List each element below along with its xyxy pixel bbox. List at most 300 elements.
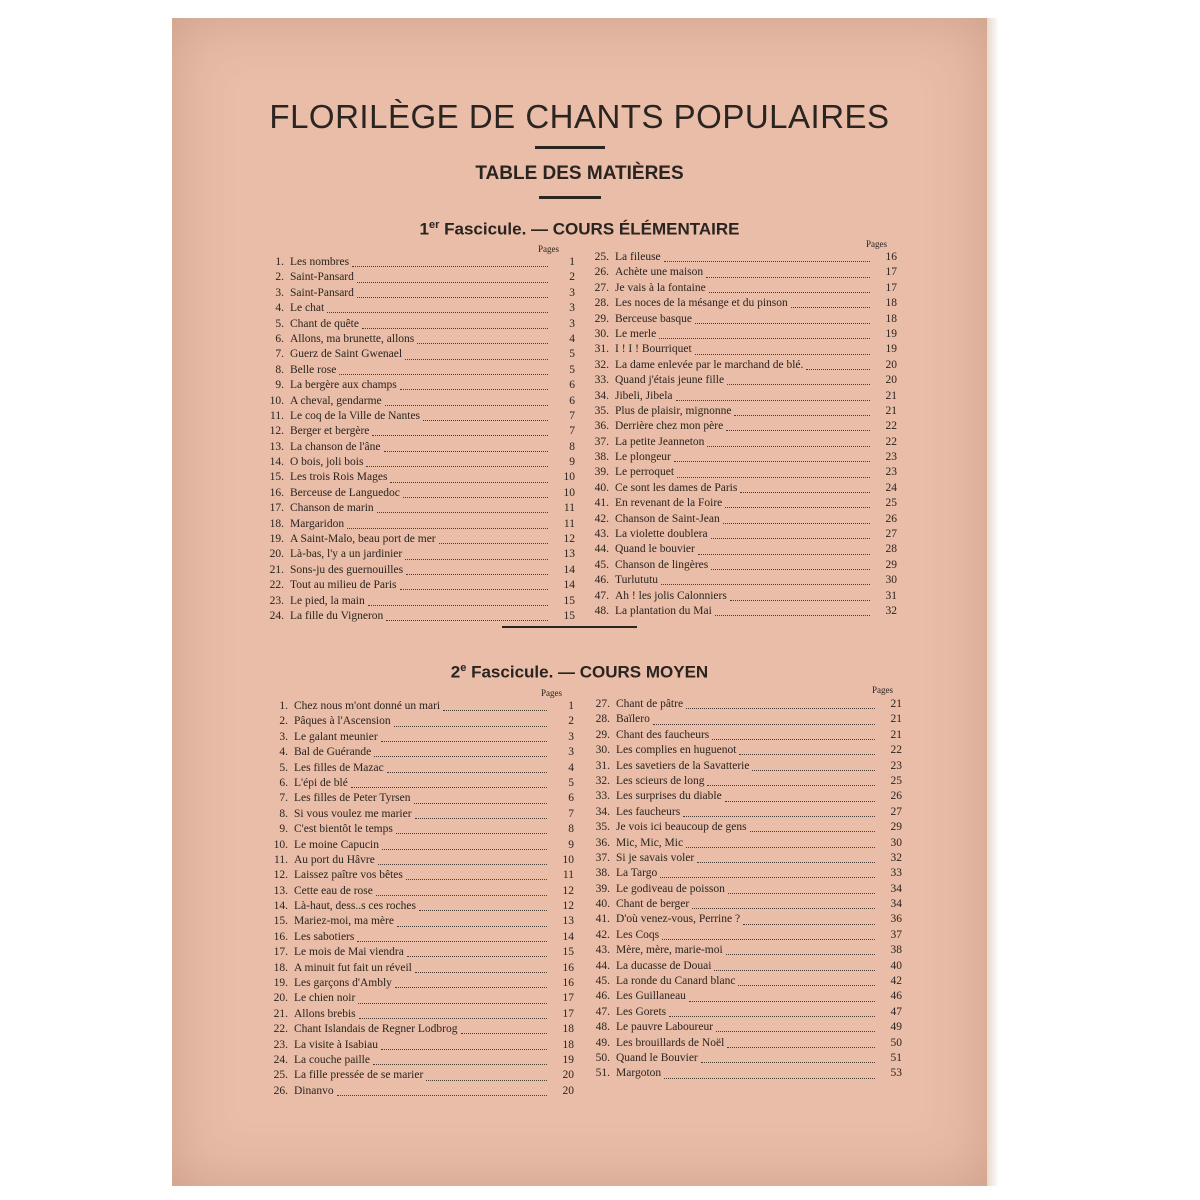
entry-title: Chanson de Saint-Jean — [615, 512, 720, 525]
entry-title: Le galant meunier — [294, 730, 378, 743]
entry-number: 7. — [275, 348, 284, 361]
list-item — [264, 915, 574, 930]
entry-number: 33. — [595, 790, 610, 803]
entry-page: 46 — [890, 990, 902, 1003]
entry-number: 24. — [273, 1053, 288, 1066]
entry-number: 41. — [595, 913, 610, 926]
entry-page: 3 — [568, 730, 574, 743]
entry-number: 48. — [595, 1021, 610, 1034]
entry-page: 16 — [885, 251, 897, 263]
dot-leader — [689, 1001, 875, 1002]
dot-leader — [653, 724, 875, 725]
entry-title: Les filles de Mazac — [294, 761, 384, 774]
list-item — [260, 271, 575, 286]
list-item — [585, 405, 897, 420]
dot-leader — [461, 1033, 547, 1034]
entry-title: La violette doublera — [615, 528, 708, 541]
entry-page: 9 — [568, 838, 574, 851]
entry-title: Chanson de marin — [290, 502, 374, 515]
entry-number: 45. — [595, 975, 610, 988]
entry-title: Jibeli, Jibela — [615, 389, 673, 402]
section-1-ordinal: er — [428, 219, 440, 231]
list-item — [260, 456, 575, 471]
dot-leader — [743, 924, 875, 925]
section-1-title: Fascicule. — COURS ÉLÉMENTAIRE — [439, 219, 740, 239]
list-item — [586, 806, 902, 821]
entry-title: Laissez paître vos bêtes — [294, 869, 403, 882]
entry-number: 39. — [594, 466, 609, 479]
entry-title: Là-bas, l'y a un jardinier — [290, 548, 403, 561]
list-item — [260, 318, 575, 333]
list-item — [586, 867, 902, 882]
list-item — [260, 518, 575, 533]
dot-leader — [683, 816, 875, 817]
list-item — [585, 605, 897, 620]
entry-number: 30. — [594, 327, 609, 340]
entry-number: 9. — [275, 379, 284, 392]
list-item — [264, 946, 574, 961]
entry-number: 44. — [595, 959, 610, 972]
entry-page: 6 — [569, 379, 575, 392]
dot-leader — [417, 343, 548, 344]
entry-number: 17. — [269, 502, 284, 515]
entry-number: 50. — [595, 1051, 610, 1064]
list-item — [586, 821, 902, 836]
dot-leader — [662, 939, 875, 940]
list-item — [586, 837, 902, 852]
list-item — [260, 287, 575, 302]
entry-page: 25 — [885, 497, 897, 510]
list-item — [264, 823, 574, 838]
entry-page: 7 — [569, 425, 575, 438]
entry-title: Le chien noir — [294, 992, 356, 1005]
dot-leader — [382, 849, 547, 850]
entry-title: Les noces de la mésange et du pinson — [615, 297, 788, 310]
entry-title: Margaridon — [290, 517, 345, 530]
dot-leader — [373, 1064, 547, 1065]
entry-title: Margoton — [616, 1067, 662, 1080]
entry-number: 40. — [594, 481, 609, 494]
list-item — [585, 436, 897, 451]
entry-page: 5 — [568, 776, 574, 789]
entry-page: 27 — [885, 528, 897, 541]
entry-page: 17 — [562, 992, 574, 1005]
dot-leader — [659, 338, 870, 339]
entry-number: 33. — [594, 374, 609, 387]
entry-number: 51. — [595, 1067, 610, 1080]
entry-page: 34 — [890, 898, 902, 911]
list-item — [585, 513, 897, 528]
entry-title: Là-haut, dess..s ces roches — [294, 900, 416, 913]
list-item — [585, 528, 897, 543]
list-item — [586, 790, 902, 805]
list-item — [260, 333, 575, 348]
entry-number: 14. — [269, 456, 284, 469]
entry-page: 18 — [562, 1023, 574, 1036]
entry-title: Saint-Pansard — [290, 271, 354, 284]
entry-title: Si vous voulez me marier — [294, 807, 412, 820]
entry-title: Les trois Rois Mages — [290, 471, 388, 484]
dot-leader — [686, 847, 875, 848]
entry-page: 19 — [885, 327, 897, 340]
dot-leader — [677, 477, 870, 478]
entry-number: 43. — [594, 528, 609, 541]
dot-leader — [791, 307, 870, 308]
entry-title: Chant des faucheurs — [616, 728, 710, 741]
entry-title: A cheval, gendarme — [290, 394, 382, 407]
entry-title: Le godiveau de poisson — [616, 882, 725, 895]
entry-title: Le chat — [290, 302, 325, 315]
entry-number: 5. — [279, 761, 288, 774]
entry-title: C'est bientôt le temps — [294, 823, 393, 836]
entry-title: La fileuse — [615, 251, 661, 263]
entry-number: 7. — [279, 792, 288, 805]
dot-leader — [664, 261, 870, 262]
list-item — [264, 792, 574, 807]
entry-number: 22. — [273, 1023, 288, 1036]
dot-leader — [414, 803, 547, 804]
dot-leader — [716, 1031, 875, 1032]
section-2-heading — [172, 662, 987, 683]
entry-page: 17 — [885, 266, 897, 279]
section-separator — [502, 626, 637, 628]
entry-title: Les scieurs de long — [616, 774, 705, 787]
entry-page: 37 — [890, 928, 902, 941]
entry-title: Tout au milieu de Paris — [290, 579, 397, 592]
list-item — [260, 595, 575, 610]
entry-page: 2 — [568, 715, 574, 728]
entry-title: Le merle — [615, 327, 657, 340]
dot-leader — [686, 708, 875, 709]
entry-number: 49. — [595, 1036, 610, 1049]
list-item — [264, 839, 574, 854]
entry-number: 28. — [595, 713, 610, 726]
entry-number: 13. — [269, 440, 284, 453]
entry-page: 13 — [562, 915, 574, 928]
dot-leader — [372, 435, 548, 436]
dot-leader — [377, 512, 548, 513]
entry-page: 40 — [890, 959, 902, 972]
list-item — [585, 420, 897, 435]
dot-leader — [403, 497, 548, 498]
list-item — [585, 266, 897, 281]
entry-title: Mariez-moi, ma mère — [294, 915, 394, 928]
entry-number: 29. — [594, 312, 609, 325]
entry-number: 34. — [594, 389, 609, 402]
entry-title: Quand le bouvier — [615, 543, 695, 556]
entry-title: Les faucheurs — [616, 805, 681, 818]
entry-number: 47. — [594, 589, 609, 602]
section-1-pages-label-left: Pages — [538, 244, 559, 254]
dot-leader — [406, 879, 547, 880]
entry-page: 21 — [890, 713, 902, 726]
dot-leader — [439, 543, 548, 544]
dot-leader — [740, 492, 870, 493]
dot-leader — [386, 620, 548, 621]
entry-page: 12 — [562, 884, 574, 897]
entry-number: 12. — [269, 425, 284, 438]
entry-number: 27. — [595, 698, 610, 710]
entry-title: Le pauvre Laboureur — [616, 1021, 714, 1034]
entry-title: Chant Islandais de Regner Lodbrog — [294, 1023, 458, 1036]
entry-number: 16. — [273, 930, 288, 943]
dot-leader — [692, 908, 875, 909]
entry-number: 3. — [279, 730, 288, 743]
entry-page: 30 — [885, 574, 897, 587]
entry-page: 12 — [562, 900, 574, 913]
entry-page: 1 — [569, 256, 575, 268]
list-item — [586, 944, 902, 959]
entry-number: 25. — [594, 251, 609, 263]
entry-title: Sons-ju des guernouilles — [290, 563, 404, 576]
entry-page: 34 — [890, 882, 902, 895]
dot-leader — [661, 584, 870, 585]
entry-page: 19 — [885, 343, 897, 356]
entry-page: 23 — [885, 451, 897, 464]
entry-title: Baïlero — [616, 713, 650, 726]
entry-page: 20 — [562, 1069, 574, 1082]
list-item — [260, 502, 575, 517]
entry-number: 41. — [594, 497, 609, 510]
dot-leader — [695, 354, 870, 355]
entry-page: 7 — [569, 409, 575, 422]
entry-number: 3. — [275, 286, 284, 299]
dot-leader — [357, 297, 548, 298]
entry-page: 8 — [569, 440, 575, 453]
entry-page: 12 — [563, 533, 575, 546]
entry-number: 22. — [269, 579, 284, 592]
dot-leader — [676, 400, 871, 401]
entry-title: Allons brebis — [294, 1007, 356, 1020]
entry-number: 26. — [594, 266, 609, 279]
section-1-heading — [172, 219, 987, 240]
list-item — [260, 395, 575, 410]
entry-page: 49 — [890, 1021, 902, 1034]
entry-title: La ronde du Canard blanc — [616, 975, 736, 988]
entry-title: Dinanvo — [294, 1084, 334, 1097]
entry-page: 11 — [563, 517, 575, 530]
list-item — [585, 251, 897, 266]
entry-title: Au port du Hâvre — [294, 853, 375, 866]
list-item — [264, 762, 574, 777]
entry-title: Achète une maison — [615, 266, 704, 279]
list-item — [586, 744, 902, 759]
entry-page: 20 — [562, 1084, 574, 1097]
entry-title: En revenant de la Foire — [615, 497, 723, 510]
entry-title: La fille pressée de se marier — [294, 1069, 424, 1082]
entry-title: Les brouillards de Noël — [616, 1036, 725, 1049]
entry-title: Le moine Capucin — [294, 838, 379, 851]
entry-title: La bergère aux champs — [290, 379, 397, 392]
entry-title: Guerz de Saint Gwenael — [290, 348, 403, 361]
list-item — [585, 497, 897, 512]
dot-leader — [715, 615, 870, 616]
entry-number: 42. — [595, 928, 610, 941]
list-item — [586, 975, 902, 990]
entry-number: 27. — [594, 281, 609, 294]
entry-title: Le plongeur — [615, 451, 671, 464]
list-item — [260, 302, 575, 317]
entry-number: 20. — [273, 992, 288, 1005]
entry-page: 10 — [563, 486, 575, 499]
entry-page: 33 — [890, 867, 902, 880]
entry-page: 3 — [569, 286, 575, 299]
list-item — [586, 1067, 902, 1082]
entry-page: 18 — [885, 297, 897, 310]
entry-number: 43. — [595, 944, 610, 957]
section-2-right-column — [586, 698, 902, 1083]
dot-leader — [423, 420, 548, 421]
list-item — [264, 962, 574, 977]
entry-page: 21 — [885, 389, 897, 402]
entry-title: Bal de Guérande — [294, 746, 372, 759]
entry-title: Mère, mère, marie-moi — [616, 944, 723, 957]
entry-page: 4 — [568, 761, 574, 774]
section-1-left-column — [260, 256, 575, 625]
entry-page: 27 — [890, 805, 902, 818]
dot-leader — [362, 328, 548, 329]
entry-number: 46. — [595, 990, 610, 1003]
dot-leader — [664, 1078, 875, 1079]
entry-title: Les complies en huguenot — [616, 744, 737, 757]
entry-number: 31. — [595, 759, 610, 772]
entry-number: 4. — [279, 746, 288, 759]
entry-number: 35. — [594, 404, 609, 417]
entry-number: 14. — [273, 900, 288, 913]
section-1-pages-label-right: Pages — [866, 239, 887, 249]
page-subtitle: TABLE DES MATIÈRES — [475, 163, 684, 184]
entry-page: 10 — [563, 471, 575, 484]
entry-number: 16. — [269, 486, 284, 499]
entry-number: 23. — [269, 594, 284, 607]
dot-leader — [381, 741, 547, 742]
entry-page: 24 — [885, 481, 897, 494]
list-item — [264, 1008, 574, 1023]
entry-title: L'épi de blé — [294, 776, 348, 789]
list-item — [264, 777, 574, 792]
entry-page: 17 — [885, 281, 897, 294]
list-item — [586, 775, 902, 790]
entry-page: 5 — [569, 363, 575, 376]
entry-title: Quand le Bouvier — [616, 1051, 698, 1064]
dot-leader — [337, 1095, 547, 1096]
dot-leader — [723, 523, 870, 524]
entry-title: Ah ! les jolis Calonniers — [615, 589, 727, 602]
entry-title: Chanson de lingères — [615, 558, 709, 571]
entry-title: Si je savais voler — [616, 851, 695, 864]
section-1-right-column — [585, 251, 897, 620]
dot-leader — [734, 415, 870, 416]
entry-title: Plus de plaisir, mignonne — [615, 404, 732, 417]
list-item — [264, 931, 574, 946]
section-2-left-column — [264, 700, 574, 1100]
entry-page: 6 — [569, 394, 575, 407]
dot-leader — [352, 266, 548, 267]
entry-number: 45. — [594, 558, 609, 571]
dot-leader — [387, 772, 547, 773]
entry-page: 13 — [563, 548, 575, 561]
dot-leader — [359, 1018, 547, 1019]
dot-leader — [405, 559, 548, 560]
list-item — [585, 328, 897, 343]
list-item — [585, 282, 897, 297]
list-item — [585, 359, 897, 374]
entry-number: 21. — [273, 1007, 288, 1020]
section-2-pages-label-right: Pages — [872, 685, 893, 695]
list-item — [585, 590, 897, 605]
entry-page: 23 — [890, 759, 902, 772]
entry-number: 32. — [594, 358, 609, 371]
dot-leader — [750, 831, 875, 832]
list-item — [260, 564, 575, 579]
entry-page: 26 — [885, 512, 897, 525]
dot-leader — [709, 292, 870, 293]
entry-title: Allons, ma brunette, allons — [290, 332, 415, 345]
entry-title: La ducasse de Douai — [616, 959, 712, 972]
entry-title: Quand j'étais jeune fille — [615, 374, 725, 387]
dot-leader — [347, 528, 548, 529]
dot-leader — [396, 833, 547, 834]
entry-page: 15 — [562, 946, 574, 959]
list-item — [260, 379, 575, 394]
dot-leader — [738, 985, 875, 986]
dot-leader — [701, 1062, 875, 1063]
list-item — [264, 992, 574, 1007]
dot-leader — [407, 956, 547, 957]
list-item — [586, 1006, 902, 1021]
list-item — [264, 1054, 574, 1069]
dot-leader — [397, 926, 547, 927]
entry-number: 17. — [273, 946, 288, 959]
list-item — [586, 698, 902, 713]
entry-number: 23. — [273, 1038, 288, 1051]
dot-leader — [415, 818, 547, 819]
list-item — [260, 471, 575, 486]
list-item — [260, 425, 575, 440]
entry-page: 42 — [890, 975, 902, 988]
entry-page: 38 — [890, 944, 902, 957]
list-item — [585, 313, 897, 328]
entry-number: 48. — [594, 604, 609, 617]
dot-leader — [669, 1016, 875, 1017]
entry-page: 29 — [890, 821, 902, 834]
page-edge — [987, 18, 999, 1186]
entry-page: 7 — [568, 807, 574, 820]
entry-title: Je vois ici beaucoup de gens — [616, 821, 747, 834]
entry-number: 29. — [595, 728, 610, 741]
entry-page: 28 — [885, 543, 897, 556]
list-item — [260, 410, 575, 425]
entry-number: 8. — [279, 807, 288, 820]
dot-leader — [711, 569, 870, 570]
entry-page: 22 — [885, 420, 897, 433]
dot-leader — [739, 754, 875, 755]
entry-number: 5. — [275, 317, 284, 330]
entry-page: 18 — [562, 1038, 574, 1051]
entry-page: 9 — [569, 456, 575, 469]
entry-title: Berceuse de Languedoc — [290, 486, 400, 499]
entry-page: 16 — [562, 961, 574, 974]
list-item — [260, 579, 575, 594]
entry-page: 32 — [885, 604, 897, 617]
section-2-ordinal: e — [460, 662, 467, 674]
entry-page: 8 — [568, 823, 574, 836]
list-item — [585, 297, 897, 312]
entry-title: Je vais à la fontaine — [615, 281, 706, 294]
list-item — [586, 729, 902, 744]
entry-number: 35. — [595, 821, 610, 834]
dot-leader — [368, 605, 548, 606]
